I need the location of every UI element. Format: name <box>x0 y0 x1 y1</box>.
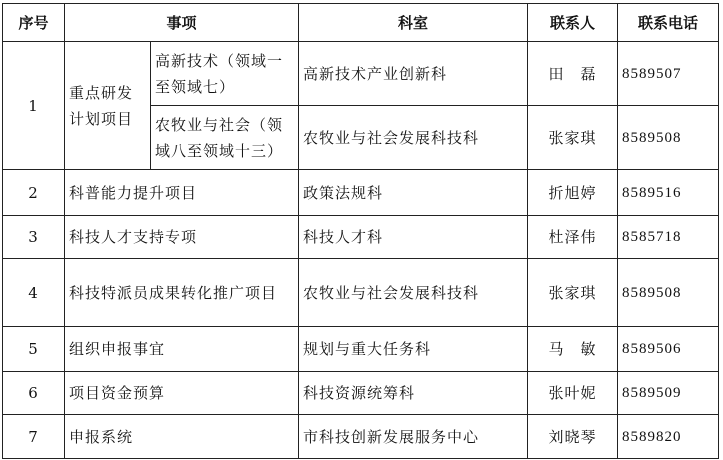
row-phone: 8589506 <box>618 327 719 372</box>
header-dept: 科室 <box>299 4 528 42</box>
row-item: 项目资金预算 <box>65 372 299 415</box>
row-phone: 8589820 <box>618 415 719 459</box>
row-phone: 8589509 <box>618 372 719 415</box>
row-contact: 马 敏 <box>528 327 618 372</box>
row-seq: 7 <box>3 415 65 459</box>
row-contact: 折旭婷 <box>528 170 618 216</box>
row-phone: 8589507 <box>618 42 719 106</box>
row-phone: 8589516 <box>618 170 719 216</box>
row-item: 科技人才支持专项 <box>65 216 299 259</box>
row-subitem: 高新技术（领域一至领域七） <box>151 42 299 106</box>
row-seq: 2 <box>3 170 65 216</box>
table-row <box>3 170 719 216</box>
row-dept: 政策法规科 <box>299 170 528 216</box>
row-contact: 张家琪 <box>528 259 618 327</box>
header-item: 事项 <box>65 4 299 42</box>
row-phone: 8585718 <box>618 216 719 259</box>
row-dept: 农牧业与社会发展科技科 <box>299 106 528 170</box>
row-dept: 规划与重大任务科 <box>299 327 528 372</box>
row-dept: 农牧业与社会发展科技科 <box>299 259 528 327</box>
row-seq: 5 <box>3 327 65 372</box>
row-subitem: 农牧业与社会（领域八至领域十三） <box>151 106 299 170</box>
row-phone: 8589508 <box>618 106 719 170</box>
row-contact: 刘晓琴 <box>528 415 618 459</box>
table-row <box>3 372 719 415</box>
row-dept: 科技资源统筹科 <box>299 372 528 415</box>
row-seq: 6 <box>3 372 65 415</box>
header-row <box>3 4 719 42</box>
row-item: 科普能力提升项目 <box>65 170 299 216</box>
row-contact: 杜泽伟 <box>528 216 618 259</box>
table-row <box>3 327 719 372</box>
row-contact: 田 磊 <box>528 42 618 106</box>
row-contact: 张叶妮 <box>528 372 618 415</box>
table-row <box>3 216 719 259</box>
row-seq: 4 <box>3 259 65 327</box>
row-item: 科技特派员成果转化推广项目 <box>65 259 299 327</box>
row-dept: 高新技术产业创新科 <box>299 42 528 106</box>
row-phone: 8589508 <box>618 259 719 327</box>
contact-table <box>2 3 719 459</box>
table-row <box>3 42 719 106</box>
table-row <box>3 415 719 459</box>
row-dept: 科技人才科 <box>299 216 528 259</box>
row-dept: 市科技创新发展服务中心 <box>299 415 528 459</box>
header-seq: 序号 <box>3 4 65 42</box>
row-item: 重点研发计划项目 <box>65 42 151 170</box>
row-contact: 张家琪 <box>528 106 618 170</box>
row-seq: 1 <box>3 42 65 170</box>
header-contact: 联系人 <box>528 4 618 42</box>
row-seq: 3 <box>3 216 65 259</box>
header-phone: 联系电话 <box>618 4 719 42</box>
row-item: 组织申报事宜 <box>65 327 299 372</box>
table-row <box>3 259 719 327</box>
row-item: 申报系统 <box>65 415 299 459</box>
